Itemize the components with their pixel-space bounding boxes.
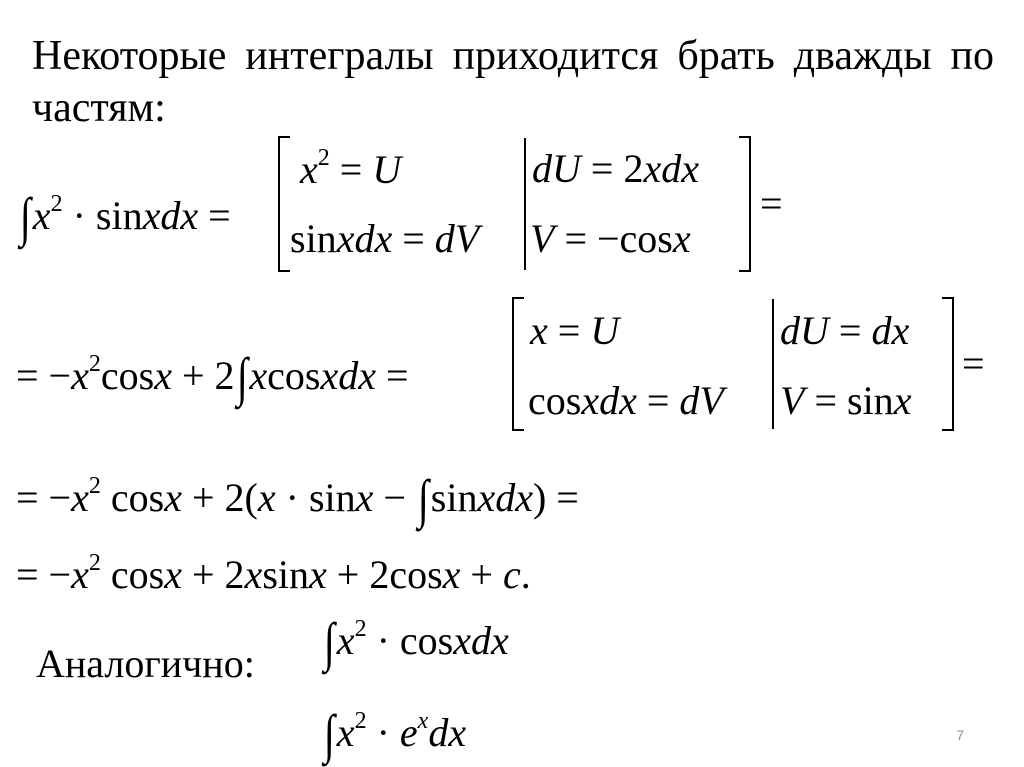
eq3: = $-x^2$ cosx + 2(x · sinx − ∫sinxdx) = — [16, 469, 579, 529]
similar-integral-exp: $\int x^2 \cdot e^xdx$ — [323, 704, 467, 764]
eq1-matrix-top-right: dU = 2xdx — [532, 146, 699, 191]
eq1-matrix-bottom-left: sinxdx = dV — [290, 216, 480, 261]
eq2-rhs: = — [962, 341, 985, 386]
eq2-divider — [772, 299, 774, 429]
eq1-right-bracket — [737, 135, 753, 273]
eq1-rhs: = — [760, 181, 783, 226]
eq2-left-bracket — [510, 296, 526, 432]
eq2-right-bracket — [940, 296, 956, 432]
eq2-matrix-bottom-right: V = sinx — [780, 378, 912, 423]
eq2-matrix-top-left: x = U — [530, 308, 620, 353]
eq1-matrix-top-left: $x^2 = U$ — [300, 145, 402, 192]
eq2-matrix-bottom-left: cosxdx = dV — [528, 378, 724, 423]
eq1-matrix-bottom-right: V = −cosx — [530, 216, 691, 261]
similarly-label: Аналогично: — [36, 641, 255, 686]
page-number: 7 — [956, 727, 964, 743]
similar-integral-cos: $\int x^2$ · cosxdx — [323, 612, 509, 672]
eq1-lhs: $\int x^2$ · sinxdx = — [19, 187, 231, 247]
slide-heading: Некоторые интегралы приходится брать дважды по частям: — [32, 33, 994, 131]
eq1-divider — [524, 138, 526, 270]
eq2-matrix-top-right: dU = dx — [780, 308, 910, 353]
eq4: = $-x^2$ cosx + 2xsinx + 2cosx + c. — [16, 550, 531, 597]
eq2-lhs: = $-x^2\cos x$ + 2∫xcosxdx = — [16, 347, 409, 407]
